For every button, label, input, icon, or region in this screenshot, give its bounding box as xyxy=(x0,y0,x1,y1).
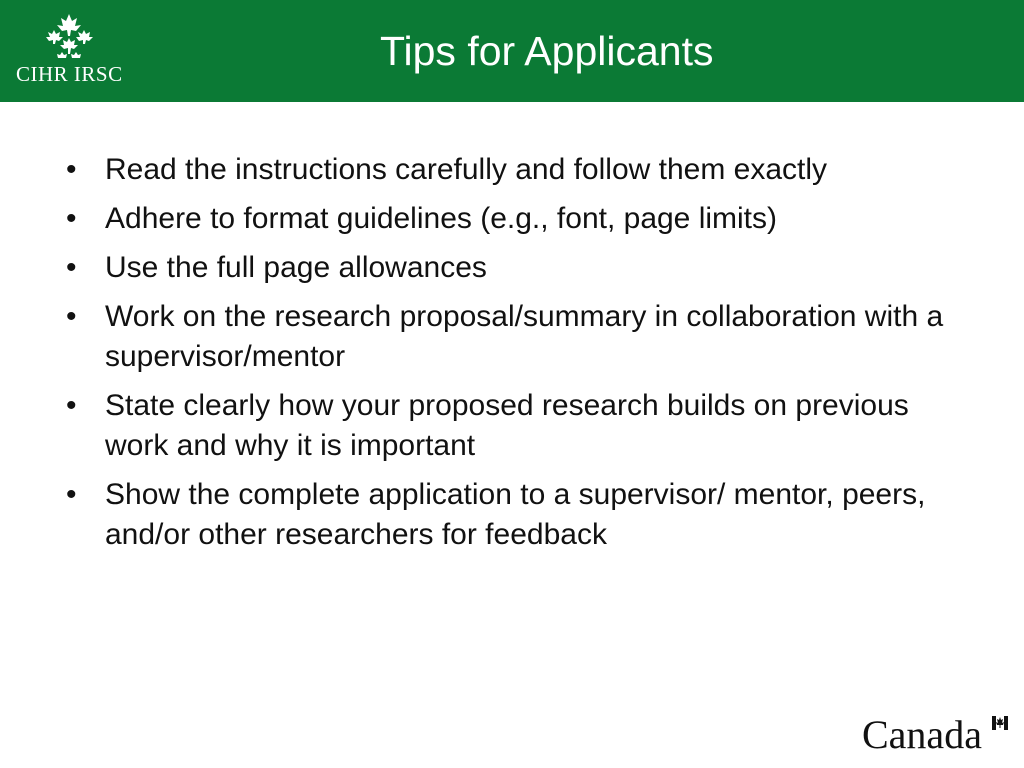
bullet-item xyxy=(66,150,966,190)
bullet-mark: • xyxy=(66,300,77,333)
bullet-item xyxy=(66,475,966,555)
bullet-item xyxy=(66,248,966,288)
bullet-item xyxy=(66,386,966,466)
canada-wordmark-text: Canada xyxy=(862,712,982,757)
bullet-text: Read the instructions carefully and follow them exactly xyxy=(105,153,828,186)
canada-wordmark xyxy=(862,712,1012,758)
bullet-text: Work on the research proposal/summary in collaboration with a supervisor/mentor xyxy=(105,300,944,373)
bullet-mark: • xyxy=(66,153,77,186)
bullet-item xyxy=(66,199,966,239)
canada-flag-icon xyxy=(992,716,1008,730)
bullet-list xyxy=(66,150,966,564)
cihr-logo xyxy=(16,12,123,92)
logo-text: CIHR IRSC xyxy=(16,62,123,86)
slide-title: Tips for Applicants xyxy=(380,28,714,74)
bullet-text: Use the full page allowances xyxy=(105,251,487,284)
bullet-text: Adhere to format guidelines (e.g., font, page limits) xyxy=(105,202,778,235)
bullet-text: Show the complete application to a supervisor/ mentor, peers, and/or other researchers for feedback xyxy=(105,478,926,551)
bullet-mark: • xyxy=(66,389,77,422)
bullet-text: State clearly how your proposed research builds on previous work and why it is important xyxy=(105,389,909,462)
bullet-mark: • xyxy=(66,251,77,284)
bullet-mark: • xyxy=(66,202,77,235)
maple-leaves-icon xyxy=(42,12,98,60)
bullet-item xyxy=(66,297,966,377)
bullet-mark: • xyxy=(66,478,77,511)
header-bar xyxy=(0,0,1024,102)
